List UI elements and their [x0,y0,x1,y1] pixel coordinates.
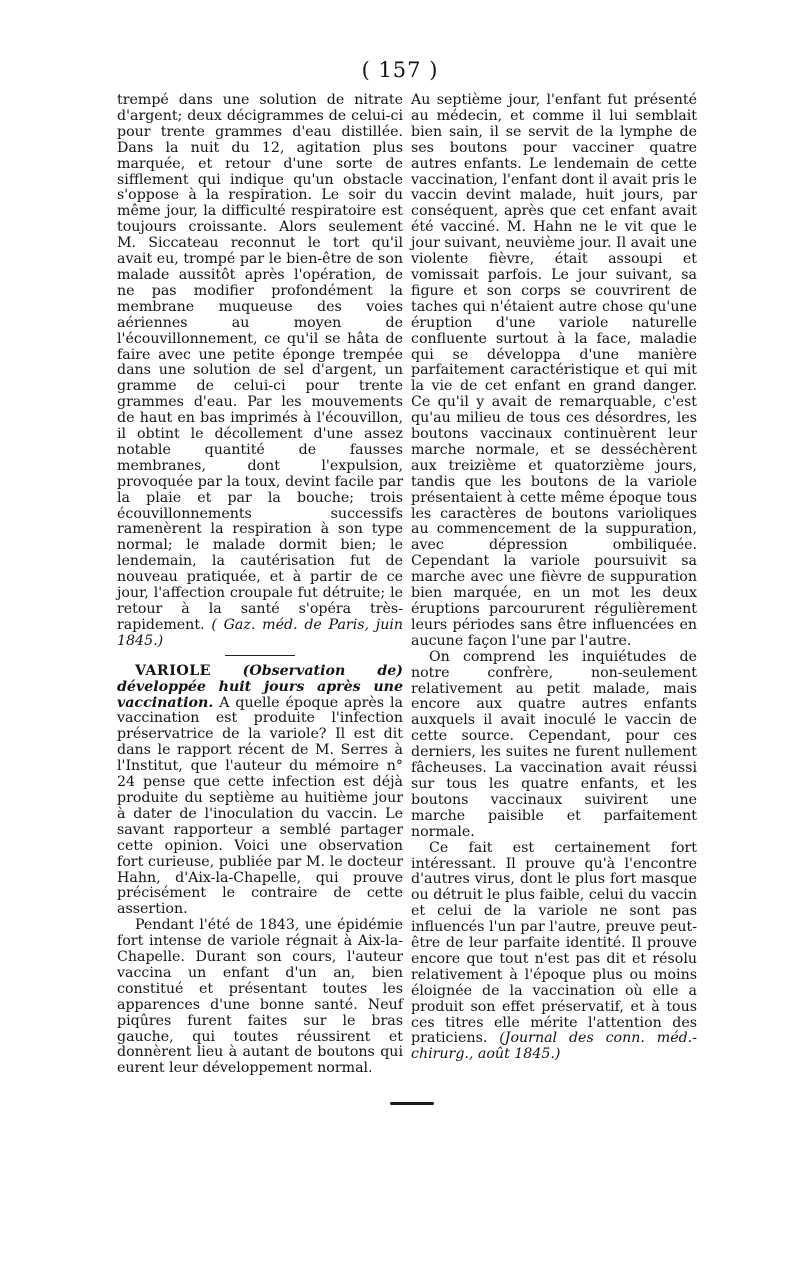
page-number: ( 157 ) [361,58,439,82]
right-paragraph-3-source: (Journal des conn. méd.-chirurg., août 1845.) [411,1030,697,1063]
right-paragraph-2: On comprend les inquiétudes de notre confrère, non-seulement relativement au petit malade, mais encore aux quatre autres enfants auxquels il avait inoculé le vaccin de cette source. Cependant, pour ces derniers, les suites ne furent nullement fâcheuses. La vaccination avait réussi sur tous les quatre enfants, et les boutons vaccinaux suivirent une marche paisible et parfaitement normale. [411,648,697,840]
right-paragraph-3-text: Ce fait est certainement fort intéressant. Il prouve qu'à l'encontre d'autres virus, dont le plus fort masque ou détruit le plus faible, celui du vaccin et celui de la variole ne sont pas influencés l'un par l'autre, preuve peut-être de leur parfaite identité. Il prouve encore que tout n'est pas dit et résolu relativement à l'époque plus ou moins éloignée de la vaccination où elle a produit son effet préservatif, et à tous ces titres elle mérite l'attention des praticiens. [411,839,697,1047]
left-column [117,93,403,1077]
section-separator [225,655,295,656]
right-paragraph-1: Au septième jour, l'enfant fut présenté au médecin, et comme il lui semblait bien sain, il se servit de la lymphe de ses boutons pour vacciner quatre autres enfants. Le lendemain de cette vaccination, l'enfant dont il avait pris le vaccin devint malade, huit jours, par conséquent, après que cet enfant avait été vacciné. M. Hahn ne le vit que le jour suivant, neuvième jour. Il avait une violente fièvre, était assoupi et vomissait parfois. Le jour suivant, sa figure et son corps se couvrirent de taches qui n'étaient autre chose qu'une éruption d'une variole naturelle confluente surtout à la face, maladie qui se développa d'une manière parfaitement caractéristique et qui mit la vie de cet enfant en grand danger. Ce qu'il y avait de remarquable, c'est qu'au milieu de tous ces désordres, les boutons vaccinaux continuèrent leur marche normale, et se desséchèrent aux treizième et quatorzième jours, tandis que les boutons de la variole présentaient à cette même époque tous les caractères de boutons varioliques au commencement de la suppuration, avec dépression ombiliquée. Cependant la variole poursuivit sa marche avec une fièvre de suppuration bien marquée, en un mot les deux éruptions parcoururent régulièrement leurs périodes sans être influencées en aucune façon l'une par l'autre. [411,92,697,649]
variole-intro-paragraph [117,664,403,919]
right-paragraph-3 [411,841,697,1064]
end-ornament [390,1102,434,1105]
variole-paragraph-2: Pendant l'été de 1843, une épidémie fort intense de variole régnait à Aix-la-Chapelle. Durant son cours, l'auteur vaccina un enfant d'un an, bien constitué et présentant toutes les apparences d'une bonne santé. Neuf piqûres furent faites sur le bras gauche, qui toutes réussirent et donnèrent lieu à autant de boutons qui eurent leur développement normal. [117,917,403,1077]
variole-heading-italic: (Observation de) développée huit jours après une vaccination. [117,662,403,711]
right-column [411,93,697,1063]
variole-paragraph-1: A quelle époque après la vaccination est produite l'infection préservatrice de la variole? Il est dit dans le rapport récent de M. Serres à l'Institut, que l'auteur du mémoire n° 24 pense que cette infection est déjà produite du septième au huitième jour à dater de l'inoculation du vaccin. Le savant rapporteur a semblé partager cette opinion. Voici une observation fort curieuse, publiée par M. le docteur Hahn, d'Aix-la-Chapelle, qui prouve précisément le contraire de cette assertion. [117,694,403,918]
continued-paragraph [117,93,403,650]
variole-heading-word: VARIOLE [135,662,211,679]
continued-paragraph-source: ( Gaz. méd. de Paris, juin 1845.) [117,616,404,649]
continued-paragraph-text: trempé dans une solution de nitrate d'argent; deux décigrammes de celui-ci pour trente grammes d'eau distillée. Dans la nuit du 12, agitation plus marquée, et retour d'une sorte de sifflement qui indique qu'un obstacle s'oppose à la respiration. Le soir du même jour, la difficulté respiratoire est toujours croissante. Alors seulement M. Siccateau reconnut le tort qu'il avait eu, trompé par le bien-être de son malade aussitôt après l'opération, de ne pas modifier profondément la membrane muqueuse des voies aériennes au moyen de l'écouvillonnement, ce qu'il se hâta de faire avec une petite éponge trempée dans une solution de sel d'argent, un gramme de celui-ci pour trente grammes d'eau. Par les mouvements de haut en bas imprimés à l'écouvillon, il obtint le décollement d'une assez notable quantité de fausses membranes, dont l'expulsion, provoquée par la toux, devint facile par la plaie et par la bouche; trois écouvillonnements successifs ramenèrent la respiration à son type normal; le malade dormit bien; le lendemain, la cautérisation fut de nouveau pratiquée, et à partir de ce jour, l'affection croupale fut détruite; le retour à la santé s'opéra très-rapidement. [117,92,403,633]
